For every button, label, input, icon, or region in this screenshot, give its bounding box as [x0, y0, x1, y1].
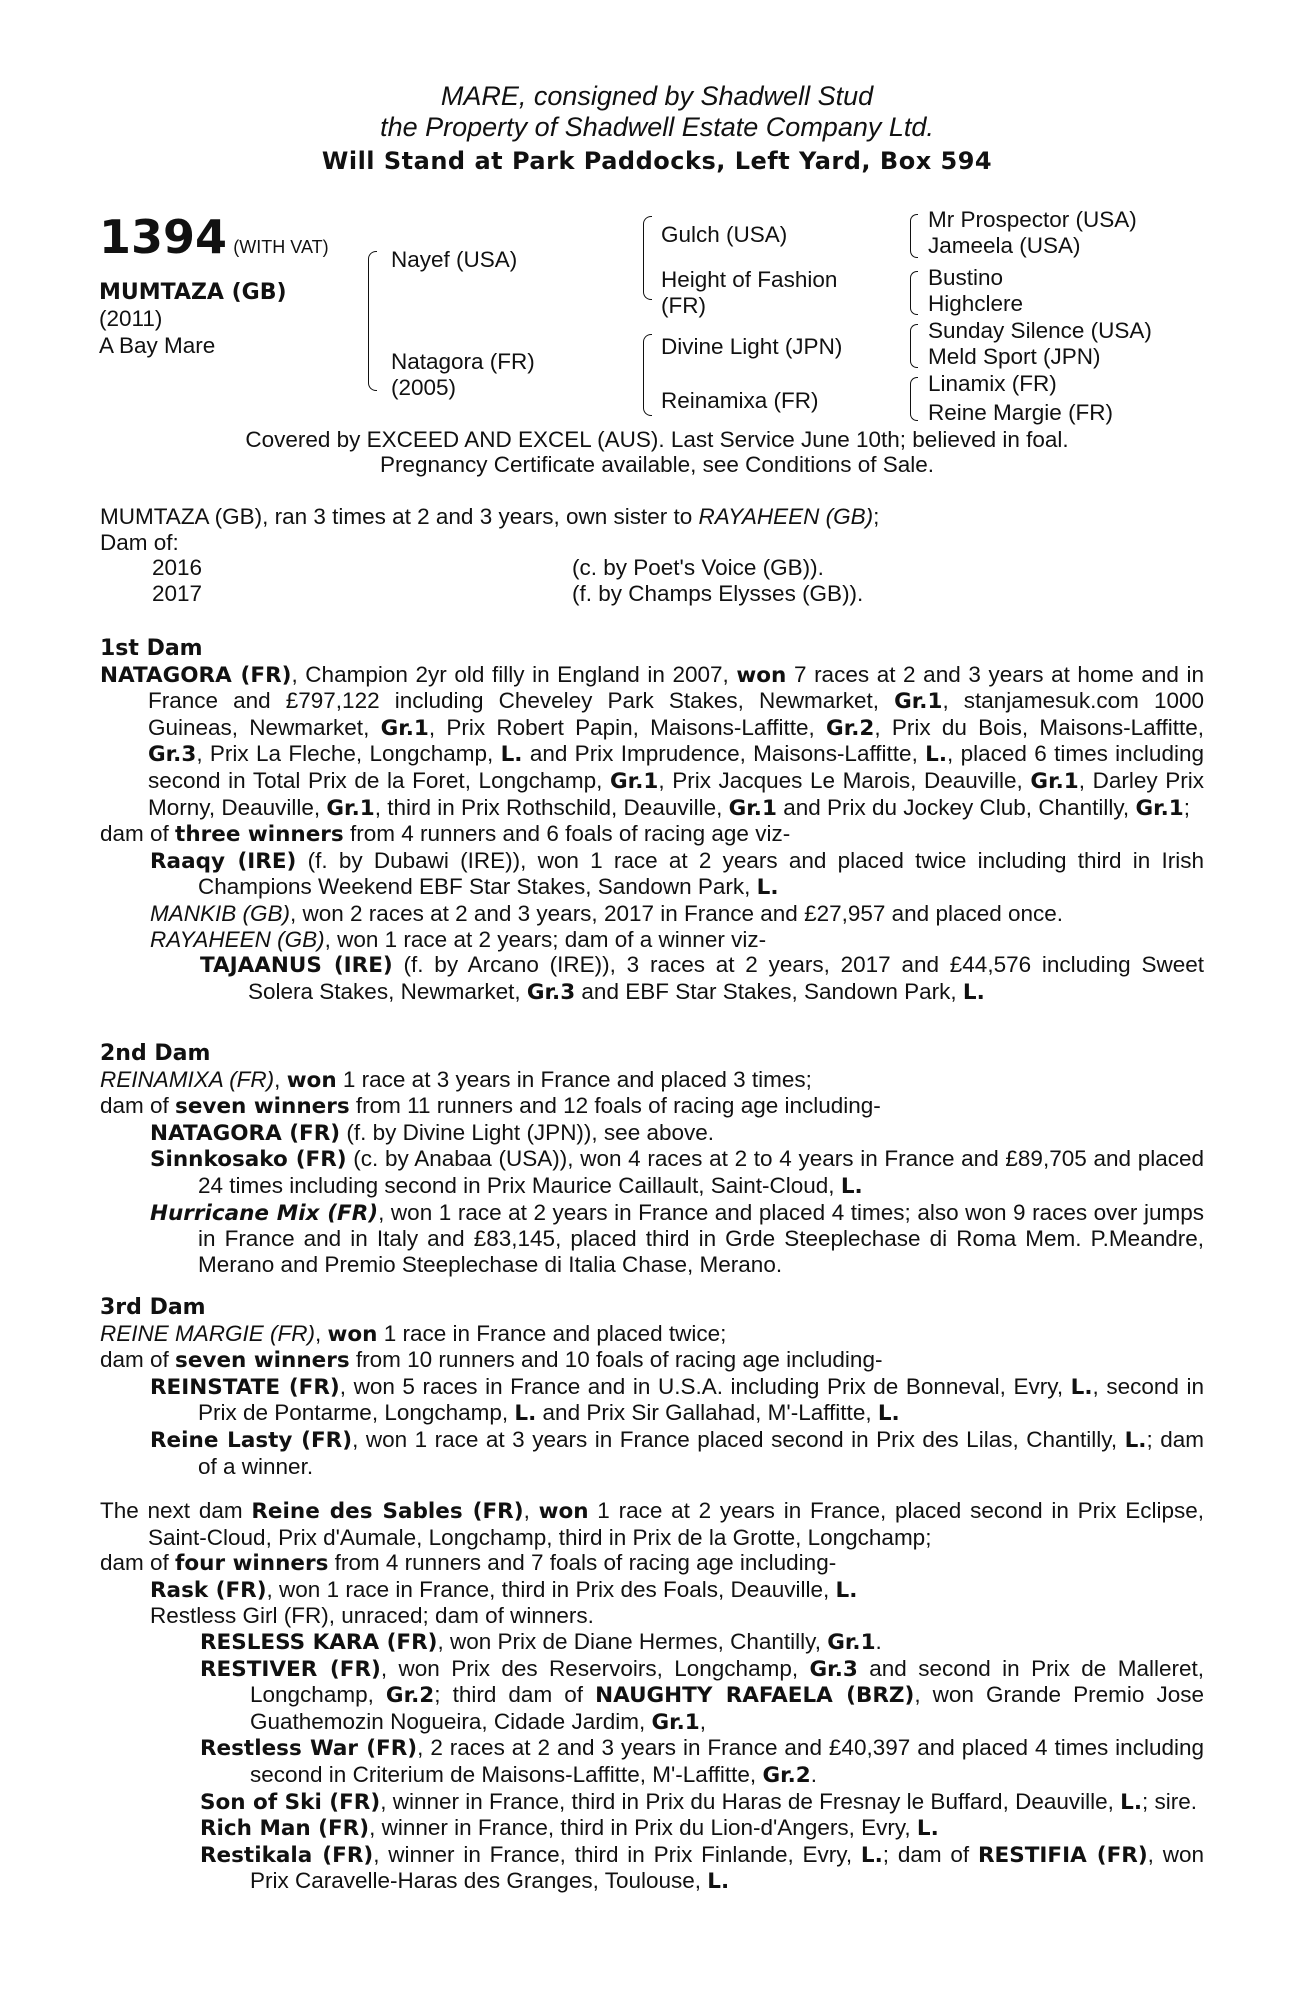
- pedigree-brace-3: [910, 324, 918, 368]
- produce-rayaheen: RAYAHEEN (GB), won 1 race at 2 years; dam of a winner viz-: [150, 926, 767, 952]
- dam-of-label: Dam of:: [100, 529, 179, 555]
- produce-tajaanus: TAJAANUS (IRE) (f. by Arcano (IRE)), 3 races at 2 years, 2017 and £44,576 including Sweet Solera Stakes, Newmarket, Gr.3 and EBF Star Stakes, Sandown Park, L.: [200, 952, 1205, 1005]
- pedigree-dam-sire: Divine Light (JPN): [661, 334, 843, 359]
- produce-desc-2: (f. by Champs Elysses (GB)).: [572, 581, 864, 607]
- produce-list: [100, 555, 1204, 607]
- produce-intro: MUMTAZA (GB), ran 3 times at 2 and 3 years, own sister to RAYAHEEN (GB);: [100, 504, 880, 529]
- next-dam-produce-summary: dam of four winners from 4 runners and 7 foals of racing age including-: [100, 1550, 837, 1577]
- pedigree-gen3-8: Reine Margie (FR): [928, 400, 1114, 425]
- pedigree-gen3-4: Highclere: [928, 291, 1024, 316]
- pedigree-sire-dam: Height of Fashion: [661, 267, 838, 292]
- pedigree-sire: Nayef (USA): [391, 247, 518, 272]
- produce-section: [100, 504, 1204, 607]
- produce-sinnkosako: Sinnkosako (FR) (c. by Anabaa (USA)), won 4 races at 2 to 4 years in France and £89,705 and placed 24 times including second in Prix Maurice Caillault, Saint-Cloud, L.: [150, 1146, 1204, 1199]
- pedigree-brace-2: [910, 271, 918, 315]
- third-dam-text: REINE MARGIE (FR), won 1 race in France and placed twice;: [100, 1320, 727, 1347]
- lot-number-block: [99, 210, 329, 264]
- pedigree-dam: Natagora (FR): [391, 349, 535, 374]
- third-dam-produce-summary: dam of seven winners from 10 runners and 10 foals of racing age including-: [100, 1347, 883, 1374]
- produce-resless-kara: RESLESS KARA (FR), won Prix de Diane Hermes, Chantilly, Gr.1.: [200, 1628, 882, 1655]
- pedigree-dam-year: (2005): [391, 375, 457, 400]
- next-dam-section: [100, 1498, 1204, 1895]
- pedigree-dam-dam: Reinamixa (FR): [661, 388, 819, 413]
- produce-year-1: 2016: [152, 555, 203, 581]
- pedigree-sire-dam-country: (FR): [661, 293, 706, 318]
- produce-natagora: NATAGORA (FR) (f. by Divine Light (JPN)), see above.: [150, 1119, 715, 1146]
- produce-desc-1: (c. by Poet's Voice (GB)).: [572, 555, 824, 581]
- lot-number: 1394: [99, 210, 228, 264]
- second-dam-heading: 2nd Dam: [100, 1041, 211, 1066]
- horse-description: A Bay Mare: [99, 333, 216, 358]
- produce-restikala: Restikala (FR), winner in France, third in Prix Finlande, Evry, L.; dam of RESTIFIA (FR), won Prix Caravelle-Haras des Granges, Toulouse, L.: [200, 1841, 1204, 1895]
- produce-rich-man: Rich Man (FR), winner in France, third in Prix du Lion-d'Angers, Evry, L.: [200, 1815, 939, 1842]
- pregnancy-line: Pregnancy Certificate available, see Conditions of Sale.: [379, 452, 935, 477]
- third-dam-section: [100, 1295, 1204, 1479]
- produce-rask: Rask (FR), won 1 race in France, third in Prix des Foals, Deauville, L.: [150, 1576, 858, 1603]
- pedigree-brace-sire: [643, 216, 652, 300]
- vat-note: (WITH VAT): [233, 237, 329, 257]
- second-dam-produce-summary: dam of seven winners from 11 runners and 12 foals of racing age including-: [100, 1093, 881, 1120]
- first-dam-produce-summary: dam of three winners from 4 runners and 6 foals of racing age viz-: [100, 821, 791, 848]
- property-line: the Property of Shadwell Estate Company Ltd.: [380, 112, 934, 142]
- horse-name: MUMTAZA (GB): [99, 280, 287, 305]
- pedigree-gen3-6: Meld Sport (JPN): [928, 344, 1101, 369]
- pedigree-brace-dam: [643, 334, 652, 416]
- second-dam-section: [100, 1041, 1204, 1277]
- stand-location: Will Stand at Park Paddocks, Left Yard, Box 594: [321, 147, 993, 175]
- pedigree-brace-main: [368, 251, 377, 391]
- second-dam-text: REINAMIXA (FR), won 1 race at 3 years in France and placed 3 times;: [100, 1066, 812, 1093]
- pedigree-gen3-3: Bustino: [928, 265, 1004, 290]
- third-dam-heading: 3rd Dam: [100, 1295, 206, 1320]
- first-dam-text: NATAGORA (FR), Champion 2yr old filly in England in 2007, won 7 races at 2 and 3 years at home and in France and £797,122 including Cheveley Park Stakes, Newmarket, Gr.1, stanjamesuk.com 1000 Guineas, Newmarket, Gr.1, Prix Robert Papin, Maisons-Laffitte, Gr.2, Prix du Bois, Maisons-Laffitte, Gr.3, Prix La Fleche, Longchamp, L. and Prix Imprudence, Maisons-Laffitte, L., placed 6 times including second in Total Prix de la Foret, Longchamp, Gr.1, Prix Jacques Le Marois, Deauville, Gr.1, Darley Prix Morny, Deauville, Gr.1, third in Prix Rothschild, Deauville, Gr.1 and Prix du Jockey Club, Chantilly, Gr.1;: [100, 661, 1205, 821]
- pedigree-gen3-5: Sunday Silence (USA): [928, 318, 1152, 343]
- produce-restless-girl: Restless Girl (FR), unraced; dam of winners.: [150, 1603, 594, 1629]
- produce-restless-war: Restless War (FR), 2 races at 2 and 3 years in France and £40,397 and placed 4 times including second in Criterium de Maisons-Laffitte, M'-Laffitte, Gr.2.: [200, 1735, 1204, 1788]
- pedigree-sire-sire: Gulch (USA): [661, 222, 788, 247]
- produce-raaqy: Raaqy (IRE) (f. by Dubawi (IRE)), won 1 race at 2 years and placed twice including third in Irish Champions Weekend EBF Star Stakes, Sandown Park, L.: [150, 847, 1204, 901]
- produce-mankib: MANKIB (GB), won 2 races at 2 and 3 years, 2017 in France and £27,957 and placed once.: [150, 900, 1064, 926]
- pedigree-brace-4: [910, 377, 918, 421]
- covered-line: Covered by EXCEED AND EXCEL (AUS). Last Service June 10th; believed in foal.: [245, 427, 1069, 452]
- pedigree-gen3-2: Jameela (USA): [928, 233, 1081, 258]
- first-dam-section: [100, 636, 1204, 1005]
- consignor-line: MARE, consigned by Shadwell Stud: [440, 81, 874, 111]
- first-dam-heading: 1st Dam: [100, 636, 203, 661]
- produce-reinstate: REINSTATE (FR), won 5 races in France and in U.S.A. including Prix de Bonneval, Evry, L., second in Prix de Pontarme, Longchamp, L. and Prix Sir Gallahad, M'-Laffitte, L.: [150, 1373, 1205, 1427]
- produce-hurricane-mix: Hurricane Mix (FR), won 1 race at 2 years in France and placed 4 times; also won 9 races over jumps in France and in Italy and £83,145, placed third in Grde Steeplechase di Roma Mem. P.Meandre, Merano and Premio Steeplechase di Italia Chase, Merano.: [150, 1199, 1204, 1277]
- produce-restiver: RESTIVER (FR), won Prix des Reservoirs, Longchamp, Gr.3 and second in Prix de Malleret, Longchamp, Gr.2; third dam of NAUGHTY RAFAELA (BRZ), won Grande Premio Jose Guathemozin Nogueira, Cidade Jardim, Gr.1,: [200, 1655, 1204, 1735]
- produce-reine-lasty: Reine Lasty (FR), won 1 race at 3 years in France placed second in Prix des Lilas, Chantilly, L.; dam of a winner.: [150, 1426, 1204, 1479]
- horse-year: (2011): [99, 306, 163, 331]
- pedigree-gen3-7: Linamix (FR): [928, 371, 1057, 396]
- next-dam-text: The next dam Reine des Sables (FR), won 1 race at 2 years in France, placed second in Prix Eclipse, Saint-Cloud, Prix d'Aumale, Longchamp, third in Prix de la Grotte, Longchamp;: [100, 1498, 1204, 1550]
- pedigree-brace-1: [910, 214, 918, 258]
- produce-year-2: 2017: [152, 581, 203, 607]
- pedigree-gen3-1: Mr Prospector (USA): [928, 207, 1137, 232]
- produce-son-of-ski: Son of Ski (FR), winner in France, third in Prix du Haras de Fresnay le Buffard, Deauville, L.; sire.: [200, 1788, 1198, 1815]
